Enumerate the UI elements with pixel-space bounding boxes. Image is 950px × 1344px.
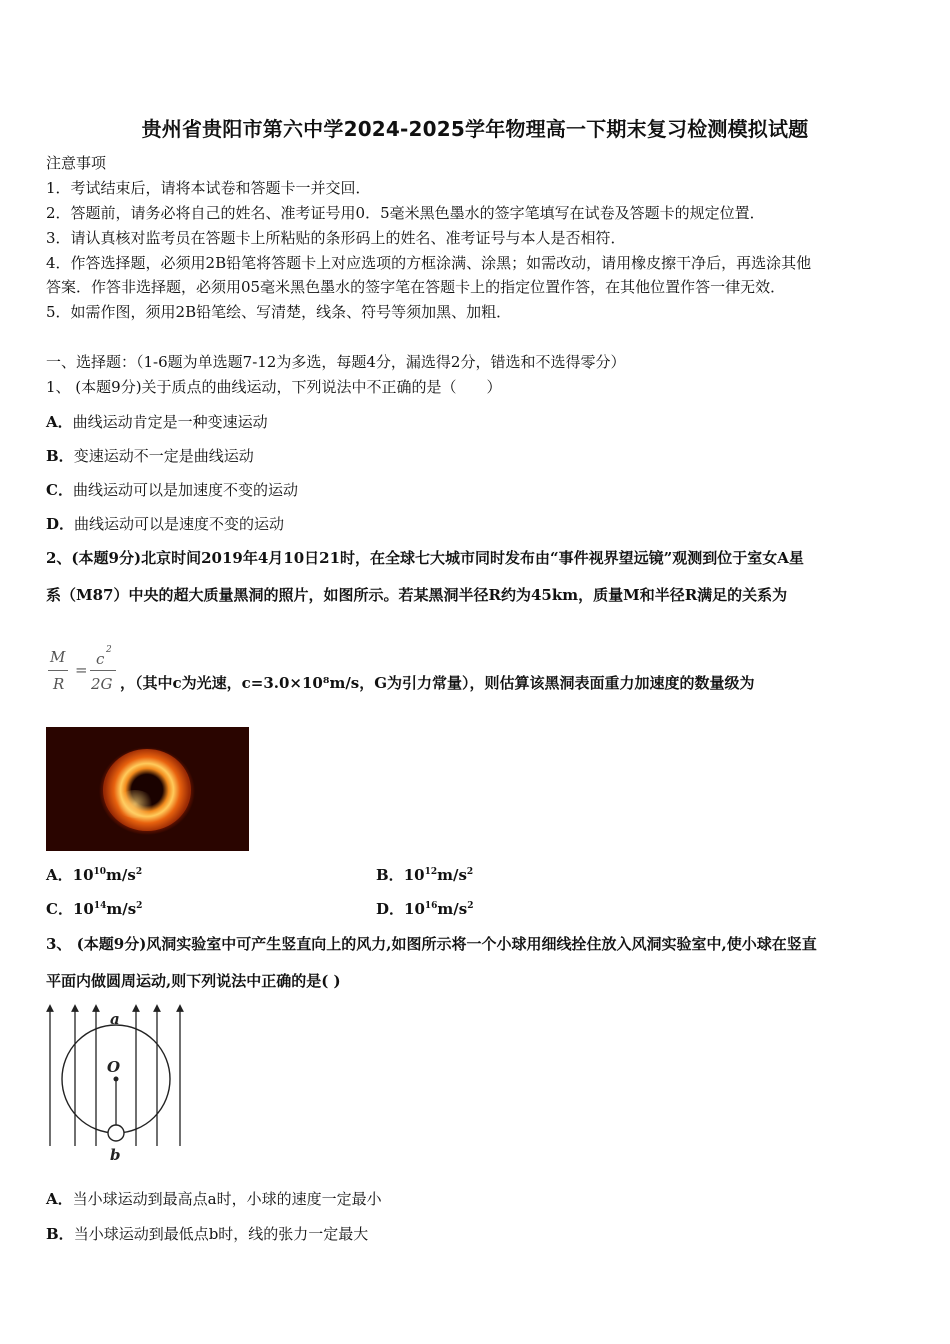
wind-tunnel-figure [40,1002,190,1170]
option-exp: 16 [424,901,438,911]
option-letter: A． [46,413,73,431]
page-title: 贵州省贵阳市第六中学2024-2025学年物理高一下期末复习检测模拟试题 [141,117,809,141]
section-heading: 一、选择题：（1-6题为单选题7-12为多选，每题4分，漏选得2分，错选和不选得零分） [46,353,626,371]
notice-item: 3．请认真核对监考员在答题卡上所粘贴的条形码上的姓名、准考证号与本人是否相符． [46,229,626,247]
option-letter: A． [46,1190,73,1208]
question-3-stem-line1: 3、 (本题9分)风洞实验室中可产生竖直向上的风力,如图所示将一个小球用细线拴住放入风洞实验室中,使小球在竖直 [46,935,817,953]
option-letter: C． [46,900,73,918]
notice-item: 4．作答选择题，必须用2B铅笔将答题卡上对应选项的方框涂满、涂黑；如需改动，请用橡皮擦干净后，再选涂其他 [46,254,812,272]
option-exp: 14 [93,901,107,911]
fraction-bar [90,670,116,671]
option-base: 10 [403,866,425,884]
notice-item: 2．答题前，请务必将自己的姓名、准考证号用0．5毫米黑色墨水的签字笔填写在试卷及答题卡的规定位置． [46,204,765,222]
notice-item: 1．考试结束后，请将本试卷和答题卡一并交回． [46,179,371,197]
q2-option-d [376,898,473,919]
black-hole-glow [115,790,155,818]
question-2-stem-line1: 2、(本题9分)北京时间2019年4月10日21时，在全球七大城市同时发布由“事件视界望远镜”观测到位于室女A星 [46,549,804,567]
q3-option-a [46,1188,382,1209]
label-b: b [110,1146,121,1164]
option-letter: C． [46,481,73,499]
formula-rhs-exp: 2 [106,645,112,655]
option-unit: m/s [106,866,136,884]
question-3-stem-line2: 平面内做圆周运动,则下列说法中正确的是( ) [46,972,341,990]
option-exp: 12 [424,867,438,877]
option-unit: m/s [106,900,137,918]
notice-item: 答案．作答非选择题，必须用05毫米黑色墨水的签字笔在答题卡上的指定位置作答，在其他位置作答一律无效． [46,278,786,296]
formula-lhs-num: M [50,648,66,666]
black-hole-photo [46,727,249,851]
option-base: 10 [72,900,94,918]
option-base: 10 [404,900,425,918]
option-text: 曲线运动肯定是一种变速运动 [72,413,268,431]
q1-option-a [46,411,268,432]
q3-option-b [46,1223,368,1244]
formula-rhs-num: c [96,650,105,668]
option-unit-exp: 2 [136,901,143,911]
q1-option-d [46,513,284,534]
option-unit: m/s [437,866,467,884]
option-letter: B． [376,866,404,884]
formula-lhs-den: R [53,675,65,693]
question-2-stem-line2: 系（M87）中央的超大质量黑洞的照片，如图所示。若某黑洞半径R约为45km，质量M和半径R满足的关系为 [46,586,788,604]
notice-item: 5．如需作图，须用2B铅笔绘、写清楚，线条、符号等须加黑、加粗． [46,303,512,321]
q2-option-b [376,864,473,885]
option-letter: D． [46,515,75,533]
formula-eq: = [75,661,88,679]
option-text: 曲线运动可以是速度不变的运动 [74,515,285,533]
label-o: O [107,1058,121,1076]
ball [108,1125,124,1141]
option-letter: D． [376,900,405,918]
question-1-stem: 1、 (本题9分)关于质点的曲线运动，下列说法中不正确的是（ ） [46,378,502,396]
option-unit-exp: 2 [467,901,474,911]
option-text: 当小球运动到最低点b时，线的张力一定最大 [73,1225,369,1243]
option-text: 当小球运动到最高点a时，小球的速度一定最小 [72,1190,382,1208]
fraction-bar [48,670,68,671]
q1-option-b [46,445,254,466]
q1-option-c [46,479,298,500]
label-a: a [110,1010,120,1028]
option-letter: B． [46,1225,74,1243]
option-letter: A． [46,866,73,884]
notice-heading: 注意事项 [46,154,107,172]
option-unit-exp: 2 [135,867,143,877]
q2-option-a [46,864,142,885]
formula-rhs-den: 2G [91,675,113,693]
option-unit: m/s [437,900,468,918]
formula-note: ，（其中c为光速，c=3.0×10⁸m/s，G为引力常量），则估算该黑洞表面重力加速度的数量级为 [120,674,755,692]
option-exp: 10 [93,867,107,877]
option-letter: B． [46,447,74,465]
q2-option-c [46,898,142,919]
option-text: 变速运动不一定是曲线运动 [73,447,254,465]
option-text: 曲线运动可以是加速度不变的运动 [72,481,298,499]
option-base: 10 [72,866,94,884]
option-unit-exp: 2 [466,867,474,877]
